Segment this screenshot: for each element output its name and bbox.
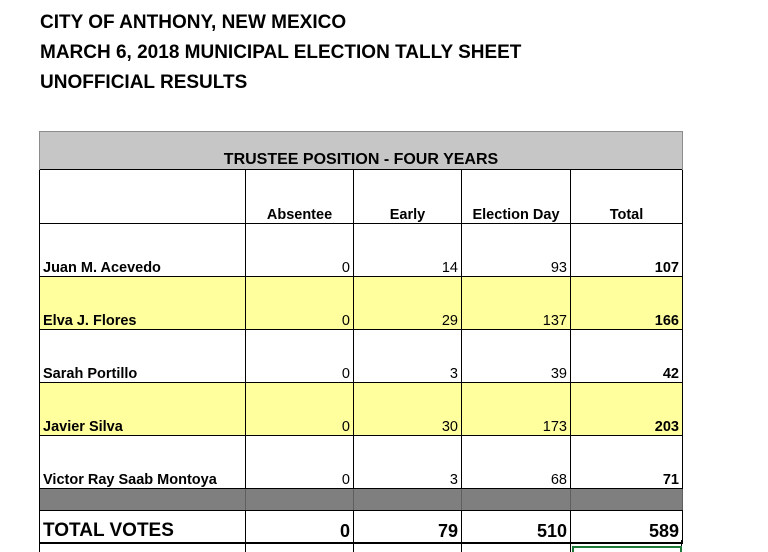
- grid-line: [353, 540, 354, 552]
- totals-absentee: 0: [246, 511, 354, 543]
- total-votes: 107: [571, 224, 683, 277]
- column-header-row: [40, 170, 683, 224]
- total-votes: 166: [571, 277, 683, 330]
- column-header-election-day: Election Day: [462, 170, 571, 224]
- selected-cell-outline[interactable]: [572, 546, 682, 552]
- early-votes: 30: [354, 383, 462, 436]
- column-header-total: Total: [571, 170, 683, 224]
- early-votes: 29: [354, 277, 462, 330]
- column-header-name: [40, 170, 246, 224]
- election-day-votes: 68: [462, 436, 571, 489]
- document-heading: [40, 8, 521, 98]
- tally-table: [39, 131, 683, 544]
- totals-row: [40, 511, 683, 543]
- totals-early: 79: [354, 511, 462, 543]
- absentee-votes: 0: [246, 436, 354, 489]
- heading-status: UNOFFICIAL RESULTS: [40, 72, 248, 93]
- early-votes: 3: [354, 330, 462, 383]
- column-header-absentee: Absentee: [246, 170, 354, 224]
- grid-line: [245, 540, 246, 552]
- candidate-rows: [40, 224, 683, 489]
- absentee-votes: 0: [246, 224, 354, 277]
- early-votes: 14: [354, 224, 462, 277]
- candidate-name: Victor Ray Saab Montoya: [40, 436, 246, 489]
- total-votes: 71: [571, 436, 683, 489]
- election-day-votes: 173: [462, 383, 571, 436]
- table-row: [40, 436, 683, 489]
- candidate-name: Juan M. Acevedo: [40, 224, 246, 277]
- election-day-votes: 137: [462, 277, 571, 330]
- table-title-row: [40, 132, 683, 170]
- candidate-name: Javier Silva: [40, 383, 246, 436]
- table-title: TRUSTEE POSITION - FOUR YEARS: [40, 132, 683, 170]
- absentee-votes: 0: [246, 330, 354, 383]
- election-day-votes: 39: [462, 330, 571, 383]
- totals-label: TOTAL VOTES: [40, 511, 246, 543]
- table-row: [40, 383, 683, 436]
- grid-line: [461, 540, 462, 552]
- table-row: [40, 330, 683, 383]
- absentee-votes: 0: [246, 277, 354, 330]
- totals-total: 589: [571, 511, 683, 543]
- early-votes: 3: [354, 436, 462, 489]
- grid-line: [570, 540, 571, 552]
- totals-election-day: 510: [462, 511, 571, 543]
- total-votes: 203: [571, 383, 683, 436]
- election-day-votes: 93: [462, 224, 571, 277]
- candidate-name: Elva J. Flores: [40, 277, 246, 330]
- candidate-name: Sarah Portillo: [40, 330, 246, 383]
- table-row: [40, 224, 683, 277]
- table-row: [40, 277, 683, 330]
- absentee-votes: 0: [246, 383, 354, 436]
- column-header-early: Early: [354, 170, 462, 224]
- total-votes: 42: [571, 330, 683, 383]
- heading-election: MARCH 6, 2018 MUNICIPAL ELECTION TALLY SHEET: [40, 42, 522, 63]
- grid-line: [39, 540, 40, 552]
- heading-city: CITY OF ANTHONY, NEW MEXICO: [40, 12, 347, 33]
- separator-row: [40, 489, 683, 511]
